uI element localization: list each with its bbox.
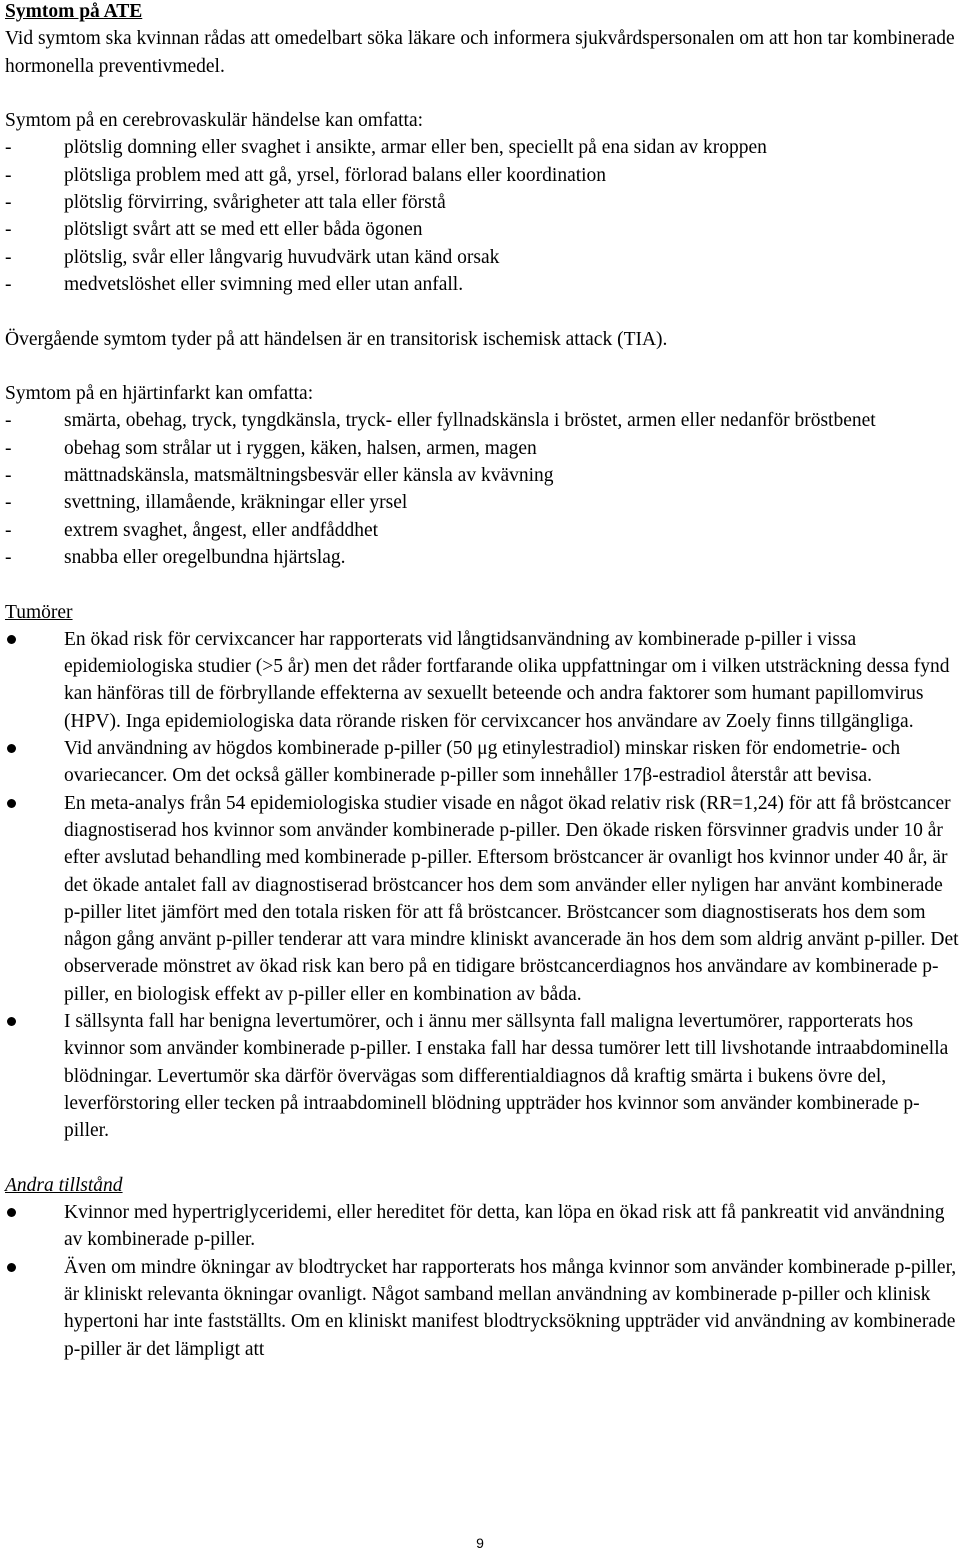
list-item: - extrem svaghet, ångest, eller andfåddhet bbox=[5, 519, 379, 541]
list-item: - smärta, obehag, tryck, tyngdkänsla, tryck- eller fyllnadskänsla i bröstet, armen eller nedanför bröstbenet bbox=[5, 410, 876, 432]
section-heading-ate-symptoms: Symtom på ATE bbox=[5, 1, 143, 22]
list-item: - obehag som strålar ut i ryggen, käken, halsen, armen, magen bbox=[5, 437, 537, 459]
heart-attack-intro: Symtom på en hjärtinfarkt kan omfatta: bbox=[5, 383, 314, 405]
section-heading-tumors: Tumörer bbox=[5, 601, 73, 623]
cerebrovascular-intro: Symtom på en cerebrovaskulär händelse kan omfatta: bbox=[5, 110, 424, 132]
list-item: Kvinnor med hypertriglyceridemi, eller hereditet för detta, kan löpa en ökad risk att få pankreatit vid användning av kombinerade p-piller. bbox=[5, 1199, 960, 1254]
bullet-icon bbox=[5, 1199, 64, 1254]
list-item: - plötslig, svår eller långvarig huvudvärk utan känd orsak bbox=[5, 246, 500, 268]
heart-attack-list bbox=[5, 407, 960, 571]
cerebrovascular-list bbox=[5, 134, 960, 298]
bullet-icon bbox=[5, 626, 64, 735]
list-item: - mättnadskänsla, matsmältningsbesvär eller känsla av kvävning bbox=[5, 465, 554, 487]
other-conditions-list bbox=[5, 1199, 960, 1363]
document-page bbox=[5, 0, 960, 1363]
bullet-icon bbox=[5, 790, 64, 1008]
list-item: - svettning, illamående, kräkningar eller yrsel bbox=[5, 492, 408, 514]
section-heading-other-conditions: Andra tillstånd bbox=[5, 1174, 123, 1196]
list-item: - plötslig förvirring, svårigheter att tala eller förstå bbox=[5, 192, 446, 214]
bullet-icon bbox=[5, 1254, 64, 1363]
tumors-list bbox=[5, 626, 960, 1145]
list-item: - plötsliga problem med att gå, yrsel, förlorad balans eller koordination bbox=[5, 164, 607, 186]
tia-note-paragraph: Övergående symtom tyder på att händelsen är en transitorisk ischemisk attack (TIA). bbox=[5, 328, 668, 350]
bullet-icon bbox=[5, 1008, 64, 1144]
list-item: - plötslig domning eller svaghet i ansikte, armar eller ben, speciellt på ena sidan av kroppen bbox=[5, 137, 767, 159]
list-item: Vid användning av högdos kombinerade p-piller (50 μg etinylestradiol) minskar risken för endometrie- och ovariecancer. Om det också gäller kombinerade p-piller som innehåller 17β-estradiol återstår att bevisa. bbox=[5, 735, 960, 790]
bullet-icon bbox=[5, 735, 64, 790]
list-item: En meta-analys från 54 epidemiologiska studier visade en något ökad relativ risk (RR=1,24) för att få bröstcancer diagnostiserad hos kvinnor som använder kombinerade p-piller. Den ökade risken försvinner gradvis under 10 år efter avslutad behandling med kombinerade p-piller. Eftersom bröstcancer är ovanligt hos kvinnor under 40 år, är det ökade antalet fall av diagnostiserad bröstcancer hos dem som använder eller nyligen har använt kombinerade p-piller litet jämfört med den totala risken för att få bröstcancer. Bröstcancer som diagnostiserats hos dem som någon gång använt p-piller tenderar att vara mindre kliniskt avancerade än hos dem som aldrig använt p-piller. Det observerade mönstret av ökad risk kan bero på en tidigare bröstcancerdiagnos hos användare av kombinerade p-piller, en biologisk effekt av p-piller eller en kombination av båda. bbox=[5, 790, 960, 1008]
list-item: - plötsligt svårt att se med ett eller båda ögonen bbox=[5, 219, 423, 241]
list-item: Även om mindre ökningar av blodtrycket har rapporterats hos många kvinnor som använder kombinerade p-piller, är kliniskt relevanta ökningar ovanligt. Något samband mellan användning av kombinerade p-piller och klinisk hypertoni har inte fastställts. Om en kliniskt manifest blodtrycksökning uppträder vid användning av kombinerade p-piller är det lämpligt att bbox=[5, 1254, 960, 1363]
list-item: - snabba eller oregelbundna hjärtslag. bbox=[5, 546, 346, 568]
ate-intro-paragraph: Vid symtom ska kvinnan rådas att omedelbart söka läkare och informera sjukvårdspersonalen om att hon tar kombinerade hormonella preventivmedel. bbox=[5, 28, 955, 77]
list-item: I sällsynta fall har benigna levertumörer, och i ännu mer sällsynta fall maligna levertumörer, rapporterats hos kvinnor som använder kombinerade p-piller. I enstaka fall har dessa tumörer lett till livshotande intraabdominella blödningar. Levertumör ska därför övervägas som differentialdiagnos då kraftig smärta i bukens övre del, leverförstoring eller tecken på intraabdominell blödning uppträder hos kvinnor som använder kombinerade p-piller. bbox=[5, 1008, 960, 1144]
page-number: 9 bbox=[476, 1535, 484, 1551]
list-item: - medvetslöshet eller svimning med eller utan anfall. bbox=[5, 273, 464, 295]
list-item: En ökad risk för cervixcancer har rapporterats vid långtidsanvändning av kombinerade p-piller i vissa epidemiologiska studier (>5 år) men det råder fortfarande olika uppfattningar om i vilken utsträckning dessa fynd kan hänföras till de förbryllande effekterna av sexuellt beteende och andra faktorer som humant papillomvirus (HPV). Inga epidemiologiska data rörande risken för cervixcancer hos användare av Zoely finns tillgängliga. bbox=[5, 626, 960, 735]
